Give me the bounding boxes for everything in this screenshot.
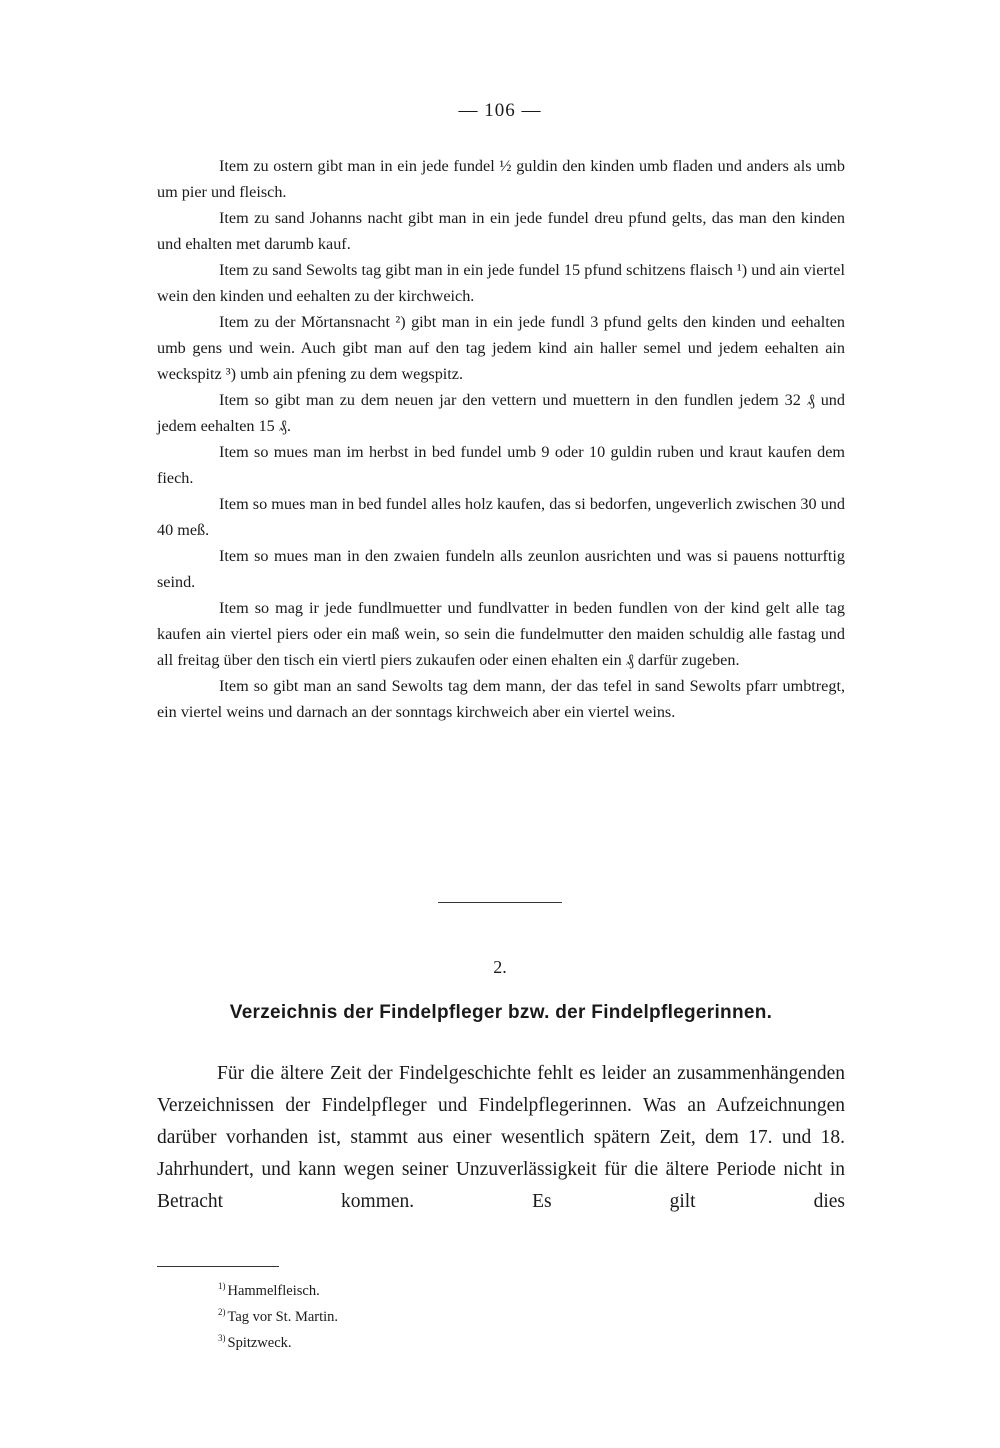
section-number: 2. (493, 957, 507, 977)
footnote-mark: 2) (218, 1307, 226, 1317)
section-body (157, 1058, 845, 1218)
footnote-text: Tag vor St. Martin. (227, 1309, 339, 1325)
item-paragraph: Item so mues man im herbst in bed fundel umb 9 oder 10 guldin ruben und kraut kaufen dem fiech. (157, 443, 845, 487)
footnote-text: Spitzweck. (227, 1335, 292, 1351)
item-paragraph: Item zu der Mŏrtansnacht ²) gibt man in ein jede fundl 3 pfund gelts den kinden und eehalten umb gens und wein. Auch gibt man auf den tag jedem kind ain haller semel und jedem eehalten ain weckspitz ³) umb ain pfening zu dem wegspitz. (157, 313, 845, 383)
item-paragraph: Item so gibt man an sand Sewolts tag dem mann, der das tefel in sand Sewolts pfarr umbtregt, ein viertel weins und darnach an der sonntags kirchweich aber ein viertel weins. (157, 677, 845, 721)
footnote-mark: 1) (218, 1281, 226, 1291)
footnote-rule (157, 1266, 279, 1267)
page-number: — 106 — (458, 100, 542, 121)
item-paragraph: Item zu sand Sewolts tag gibt man in ein jede fundel 15 pfund schitzens flaisch ¹) und ain viertel wein den kinden und eehalten zu der kirchweich. (157, 261, 845, 305)
item-paragraph: Item so mues man in bed fundel alles holz kaufen, das si bedorfen, ungeverlich zwischen 30 und 40 meß. (157, 495, 845, 539)
item-paragraph: Item zu ostern gibt man in ein jede fundel ½ guldin den kinden umb fladen und anders als umb um pier und fleisch. (157, 157, 845, 201)
section-heading: Verzeichnis der Findelpfleger bzw. der Findelpflegerinnen. (229, 1002, 773, 1023)
section-divider (438, 902, 562, 903)
footnote-mark: 3) (218, 1333, 226, 1343)
item-paragraph: Item zu sand Johanns nacht gibt man in ein jede fundel dreu pfund gelts, das man den kinden und ehalten met darumb kauf. (157, 209, 845, 253)
footnotes (218, 1276, 338, 1354)
body-paragraph: Für die ältere Zeit der Findelgeschichte fehlt es leider an zusammenhängenden Verzeichnissen der Findelpfleger und Findelpflegerinnen. Was an Aufzeichnungen darüber vorhanden ist, stammt aus einer wesentlich spätern Zeit, dem 17. und 18. Jahrhundert, und kann wegen seiner Unzuverlässigkeit für die ältere Periode nicht in Betracht kommen. Es gilt dies (157, 1063, 845, 1212)
footnote-text: Hammelfleisch. (227, 1283, 320, 1299)
footnote (218, 1276, 338, 1302)
item-list (157, 153, 845, 725)
item-paragraph: Item so mag ir jede fundlmuetter und fundlvatter in beden fundlen von der kind gelt alle tag kaufen ain viertel piers oder ein maß wein, so sein die fundelmutter den maiden schuldig alle fastag und all freitag über den tisch ein viertl piers zukaufen oder einen ehalten ein ₰ darfür zugeben. (157, 599, 845, 669)
footnote (218, 1302, 338, 1328)
footnote (218, 1328, 338, 1354)
item-paragraph: Item so mues man in den zwaien fundeln alls zeunlon ausrichten und was si pauens notturftig seind. (157, 547, 845, 591)
item-paragraph: Item so gibt man zu dem neuen jar den vettern und muettern in den fundlen jedem 32 ₰ und jedem eehalten 15 ₰. (157, 391, 845, 435)
